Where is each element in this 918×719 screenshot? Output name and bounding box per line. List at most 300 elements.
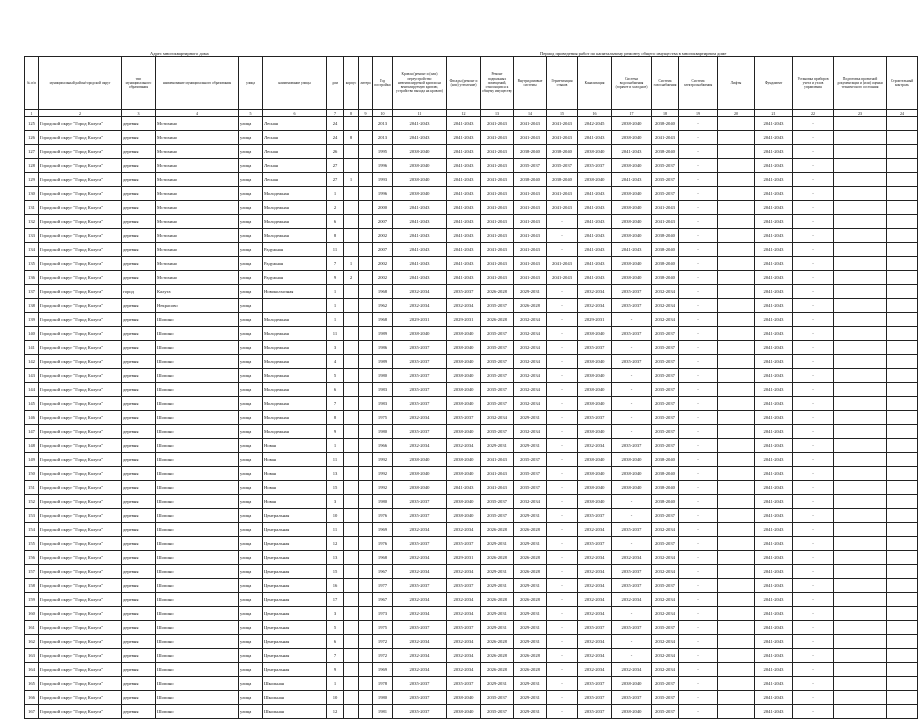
table-cell: 2038-2040 (447, 467, 481, 481)
column-header: улица (239, 57, 263, 110)
table-cell (344, 509, 359, 523)
table-cell: Шопино (156, 649, 239, 663)
table-cell: Мстихино (156, 159, 239, 173)
table-cell: Мстихино (156, 173, 239, 187)
table-cell (344, 705, 359, 719)
table-cell: 2041-2043 (547, 271, 578, 285)
table-cell: - (793, 439, 834, 453)
table-cell (834, 551, 887, 565)
table-cell: 2041-2043 (481, 271, 514, 285)
table-cell: Городской округ "Город Калуга" (39, 509, 122, 523)
table-cell: Центральная (263, 607, 327, 621)
table-cell (834, 131, 887, 145)
table-cell: - (793, 551, 834, 565)
table-cell: деревня (122, 271, 156, 285)
table-cell (344, 467, 359, 481)
table-cell (887, 579, 918, 593)
table-cell (718, 313, 755, 327)
table-cell (718, 117, 755, 131)
table-cell: улица (239, 341, 263, 355)
table-cell: 2038-2040 (393, 187, 447, 201)
table-cell: 2026-2028 (514, 551, 547, 565)
table-cell: - (679, 369, 718, 383)
column-header: дом (327, 57, 344, 110)
table-cell: - (679, 663, 718, 677)
table-cell: 8 (327, 411, 344, 425)
table-cell: 24 (327, 117, 344, 131)
table-cell: - (793, 453, 834, 467)
table-cell: деревня (122, 243, 156, 257)
table-cell (887, 453, 918, 467)
table-cell: Городской округ "Город Калуга" (39, 579, 122, 593)
table-cell (834, 285, 887, 299)
table-cell: 2042-2045 (578, 117, 612, 131)
table-cell: 2035-2037 (514, 467, 547, 481)
table-cell: - (547, 215, 578, 229)
table-row (25, 271, 918, 285)
table-cell: 2035-2037 (481, 369, 514, 383)
table-cell: 2032-2034 (447, 565, 481, 579)
table-cell: деревня (122, 467, 156, 481)
table-cell (359, 131, 373, 145)
table-cell: 2035-2037 (612, 691, 652, 705)
table-cell: 2029-2031 (481, 607, 514, 621)
table-cell: Молодежная (263, 411, 327, 425)
table-row (25, 131, 918, 145)
table-cell: 2041-2043 (652, 215, 679, 229)
table-cell: - (679, 285, 718, 299)
table-cell: - (679, 271, 718, 285)
table-cell (359, 467, 373, 481)
table-cell: 2038-2040 (578, 173, 612, 187)
table-cell: 167 (25, 705, 39, 719)
table-cell: - (793, 145, 834, 159)
table-cell: 2041-2043 (578, 271, 612, 285)
table-cell (834, 621, 887, 635)
table-cell: - (547, 355, 578, 369)
table-cell: Шопино (156, 635, 239, 649)
table-cell (359, 117, 373, 131)
table-cell: 2041-2043 (755, 621, 793, 635)
table-cell (359, 411, 373, 425)
table-cell: 2041-2043 (612, 145, 652, 159)
table-cell: - (612, 425, 652, 439)
table-cell: 2038-2040 (578, 355, 612, 369)
table-cell (887, 425, 918, 439)
table-cell: 2026-2028 (514, 593, 547, 607)
table-cell: 2035-2037 (481, 425, 514, 439)
table-cell: - (679, 411, 718, 425)
table-cell: 2041-2043 (514, 229, 547, 243)
table-cell: - (547, 537, 578, 551)
table-cell: 11 (327, 243, 344, 257)
table-cell: Городской округ "Город Калуга" (39, 355, 122, 369)
table-cell: 2035-2037 (612, 285, 652, 299)
table-cell: 2032-2034 (578, 551, 612, 565)
table-cell: - (547, 397, 578, 411)
table-cell: 1981 (373, 705, 393, 719)
table-row (25, 215, 918, 229)
column-header: Установка приборов учета и узлов управления (793, 57, 834, 110)
table-cell: Городской округ "Город Калуга" (39, 411, 122, 425)
table-body (25, 117, 918, 719)
table-row (25, 621, 918, 635)
table-cell: Шопино (156, 691, 239, 705)
table-cell: 2041-2043 (447, 257, 481, 271)
table-cell: 2029-2031 (447, 551, 481, 565)
table-row (25, 187, 918, 201)
table-cell: Новоколхозная (263, 285, 327, 299)
table-cell: 7 (327, 649, 344, 663)
table-cell: Городской округ "Город Калуга" (39, 691, 122, 705)
table-cell: 2041-2043 (755, 705, 793, 719)
table-cell (834, 229, 887, 243)
table-cell: деревня (122, 411, 156, 425)
table-cell: 2035-2037 (447, 579, 481, 593)
table-cell: Городской округ "Город Калуга" (39, 565, 122, 579)
table-cell: 2026-2028 (481, 523, 514, 537)
table-cell: Радужная (263, 257, 327, 271)
table-row (25, 229, 918, 243)
table-cell: улица (239, 537, 263, 551)
table-cell: 2041-2043 (755, 215, 793, 229)
table-row (25, 313, 918, 327)
table-cell: 2038-2040 (612, 271, 652, 285)
table-cell: 2041-2043 (447, 145, 481, 159)
table-cell: Молодежная (263, 313, 327, 327)
table-cell (887, 117, 918, 131)
table-cell: улица (239, 257, 263, 271)
table-cell: Молодежная (263, 201, 327, 215)
table-cell (887, 607, 918, 621)
table-cell: 2038-2040 (447, 453, 481, 467)
table-cell: 2035-2037 (652, 537, 679, 551)
table-cell: 2038-2040 (447, 355, 481, 369)
column-number: 20 (718, 110, 755, 117)
table-cell: Городской округ "Город Калуга" (39, 523, 122, 537)
table-cell: 2035-2037 (652, 691, 679, 705)
table-cell: 2038-2040 (578, 383, 612, 397)
table-cell: Городской округ "Город Калуга" (39, 663, 122, 677)
table-cell: 2041-2043 (578, 201, 612, 215)
table-cell: 2035-2037 (481, 341, 514, 355)
table-cell: Городской округ "Город Калуга" (39, 635, 122, 649)
table-cell (344, 523, 359, 537)
table-cell (718, 481, 755, 495)
table-cell: Шопино (156, 593, 239, 607)
table-cell: Молодежная (263, 355, 327, 369)
table-cell: - (793, 579, 834, 593)
table-cell: - (793, 229, 834, 243)
table-cell: 2035-2037 (652, 621, 679, 635)
table-cell: 2035-2037 (578, 677, 612, 691)
table-cell: Городской округ "Город Калуга" (39, 705, 122, 719)
table-cell: 2007 (373, 243, 393, 257)
table-cell: 1993 (373, 173, 393, 187)
table-cell: 2041-2043 (755, 257, 793, 271)
table-cell: 2038-2040 (447, 397, 481, 411)
table-cell: деревня (122, 453, 156, 467)
table-cell: 2041-2043 (755, 439, 793, 453)
table-cell: улица (239, 201, 263, 215)
table-cell: - (547, 551, 578, 565)
table-cell: 2041-2043 (755, 481, 793, 495)
table-cell: - (547, 285, 578, 299)
table-cell: 11 (327, 523, 344, 537)
table-cell: 10 (327, 691, 344, 705)
table-cell: - (793, 215, 834, 229)
table-cell: улица (239, 663, 263, 677)
table-cell: 2038-2040 (612, 159, 652, 173)
table-cell (834, 467, 887, 481)
table-cell: 2038-2040 (578, 425, 612, 439)
table-cell: 2032-2034 (578, 607, 612, 621)
table-cell: деревня (122, 481, 156, 495)
table-cell (834, 495, 887, 509)
table-cell: 2032-2034 (652, 565, 679, 579)
table-cell: 1966 (373, 439, 393, 453)
table-cell: - (679, 383, 718, 397)
table-cell: - (679, 257, 718, 271)
column-number: 18 (652, 110, 679, 117)
table-cell: Центральная (263, 579, 327, 593)
table-cell: 2035-2037 (612, 565, 652, 579)
table-cell: - (793, 327, 834, 341)
table-cell: Молодежная (263, 369, 327, 383)
table-cell: 2041-2043 (755, 229, 793, 243)
table-cell: 2041-2043 (755, 579, 793, 593)
table-cell: Шопино (156, 551, 239, 565)
table-cell: улица (239, 481, 263, 495)
table-cell: деревня (122, 397, 156, 411)
table-cell: 2041-2043 (481, 173, 514, 187)
table-cell: 2041-2043 (447, 117, 481, 131)
table-cell: 2026-2028 (481, 663, 514, 677)
table-cell: 2035-2037 (393, 369, 447, 383)
column-number: 11 (393, 110, 447, 117)
table-cell: улица (239, 467, 263, 481)
table-cell: 162 (25, 635, 39, 649)
table-cell: - (547, 369, 578, 383)
table-cell: Мстихино (156, 187, 239, 201)
table-cell: 2032-2034 (612, 663, 652, 677)
table-cell: - (793, 159, 834, 173)
column-header: Лифты (718, 57, 755, 110)
table-cell (359, 313, 373, 327)
table-cell: 139 (25, 313, 39, 327)
table-cell: Городской округ "Город Калуга" (39, 439, 122, 453)
table-cell: - (793, 383, 834, 397)
table-cell: 1975 (373, 411, 393, 425)
column-number: 3 (122, 110, 156, 117)
table-cell: Городской округ "Город Калуга" (39, 397, 122, 411)
table-cell: 2035-2037 (393, 341, 447, 355)
table-cell: 7 (327, 397, 344, 411)
table-cell: 1972 (373, 635, 393, 649)
table-cell: Молодежная (263, 187, 327, 201)
table-cell: 1983 (373, 383, 393, 397)
table-cell: 2035-2037 (481, 327, 514, 341)
table-cell: - (679, 299, 718, 313)
table-cell: 157 (25, 565, 39, 579)
table-cell: Центральная (263, 523, 327, 537)
table-cell (359, 439, 373, 453)
table-cell: - (679, 229, 718, 243)
table-cell: Шопино (156, 607, 239, 621)
table-cell: - (793, 117, 834, 131)
table-cell: 2041-2043 (578, 257, 612, 271)
table-cell (887, 313, 918, 327)
column-header: тип муниципального образования (122, 57, 156, 110)
column-header: Строительный контроль (887, 57, 918, 110)
table-cell: - (612, 509, 652, 523)
table-cell: - (547, 565, 578, 579)
table-cell (344, 243, 359, 257)
table-cell: - (679, 187, 718, 201)
table-cell: 2035-2037 (447, 285, 481, 299)
table-cell: 156 (25, 551, 39, 565)
table-cell: 2038-2040 (612, 467, 652, 481)
table-row (25, 369, 918, 383)
table-cell: 2041-2043 (755, 201, 793, 215)
table-cell: 2026-2028 (481, 285, 514, 299)
table-cell: 2032-2034 (578, 649, 612, 663)
table-row (25, 579, 918, 593)
table-cell: 2038-2040 (652, 271, 679, 285)
table-cell (887, 565, 918, 579)
table-cell (359, 369, 373, 383)
table-cell (344, 663, 359, 677)
table-cell (887, 411, 918, 425)
table-cell: Городской округ "Город Калуга" (39, 369, 122, 383)
table-cell: Мстихино (156, 257, 239, 271)
table-cell: 128 (25, 159, 39, 173)
table-cell: 2038-2040 (652, 453, 679, 467)
table-cell: 1978 (373, 677, 393, 691)
table-cell: Городской округ "Город Калуга" (39, 341, 122, 355)
table-cell: 2029-2031 (514, 705, 547, 719)
table-cell: 2035-2037 (481, 383, 514, 397)
table-cell: 2041-2043 (755, 313, 793, 327)
table-cell: 2032-2034 (514, 369, 547, 383)
table-cell: - (679, 593, 718, 607)
table-cell (834, 579, 887, 593)
table-cell: 2041-2043 (481, 145, 514, 159)
table-cell: - (612, 341, 652, 355)
table-cell: 2038-2040 (393, 145, 447, 159)
table-cell: 159 (25, 593, 39, 607)
table-cell: 2041-2043 (393, 117, 447, 131)
table-cell: 2041-2043 (481, 243, 514, 257)
table-cell (887, 481, 918, 495)
table-cell: 2035-2037 (578, 159, 612, 173)
table-cell: 2041-2043 (755, 285, 793, 299)
table-cell (887, 159, 918, 173)
table-cell: Центральная (263, 551, 327, 565)
table-cell: 2035-2037 (514, 159, 547, 173)
table-cell: 5 (327, 621, 344, 635)
table-cell: Шопино (156, 523, 239, 537)
table-row (25, 355, 918, 369)
table-cell: 2032-2034 (652, 551, 679, 565)
table-cell: Городской округ "Город Калуга" (39, 481, 122, 495)
table-cell: 2041-2043 (755, 383, 793, 397)
table-cell: 147 (25, 425, 39, 439)
table-cell (834, 397, 887, 411)
table-cell: 2035-2037 (393, 677, 447, 691)
table-cell: деревня (122, 341, 156, 355)
table-cell: 2035-2037 (652, 677, 679, 691)
table-cell: 129 (25, 173, 39, 187)
column-number: 21 (755, 110, 793, 117)
table-cell: 2041-2043 (755, 145, 793, 159)
table-cell (344, 299, 359, 313)
table-cell: Городской округ "Город Калуга" (39, 621, 122, 635)
column-header: Герметизация стыков (547, 57, 578, 110)
table-cell (834, 635, 887, 649)
table-cell (834, 593, 887, 607)
table-cell (834, 369, 887, 383)
table-cell (263, 299, 327, 313)
table-cell: улица (239, 579, 263, 593)
table-cell: деревня (122, 705, 156, 719)
table-cell: 2041-2043 (481, 117, 514, 131)
table-cell (834, 145, 887, 159)
table-cell: 2026-2028 (481, 593, 514, 607)
table-cell: 2032-2034 (578, 593, 612, 607)
table-cell: 2035-2037 (652, 369, 679, 383)
table-cell: 1989 (373, 327, 393, 341)
table-cell: Городской округ "Город Калуга" (39, 649, 122, 663)
table-cell: 2041-2043 (755, 271, 793, 285)
table-cell: 1968 (373, 285, 393, 299)
table-cell: 2041-2043 (755, 397, 793, 411)
table-cell: Лесная (263, 145, 327, 159)
table-cell (834, 411, 887, 425)
table-cell: улица (239, 691, 263, 705)
table-cell: 2029-2031 (514, 509, 547, 523)
table-cell: - (679, 173, 718, 187)
table-cell (718, 341, 755, 355)
table-cell: Молодежная (263, 397, 327, 411)
table-cell (887, 145, 918, 159)
table-cell (834, 649, 887, 663)
table-cell: улица (239, 425, 263, 439)
table-cell: Шопино (156, 677, 239, 691)
table-row (25, 159, 918, 173)
table-cell (718, 145, 755, 159)
table-cell: 2032-2034 (578, 523, 612, 537)
table-cell (887, 495, 918, 509)
table-cell: Калуга (156, 285, 239, 299)
table-cell: 2035-2037 (447, 411, 481, 425)
table-cell: 5 (327, 369, 344, 383)
table-cell: 4 (327, 355, 344, 369)
table-cell: Центральная (263, 635, 327, 649)
table-cell: 2032-2034 (393, 663, 447, 677)
table-cell: - (793, 705, 834, 719)
table-cell: улица (239, 607, 263, 621)
table-cell: 2041-2043 (755, 551, 793, 565)
table-cell: 2038-2040 (447, 425, 481, 439)
table-cell (887, 201, 918, 215)
table-cell: 2000 (373, 201, 393, 215)
table-cell: 2041-2043 (755, 243, 793, 257)
table-cell: 136 (25, 271, 39, 285)
table-cell: 2035-2037 (481, 705, 514, 719)
table-cell: 2038-2040 (578, 145, 612, 159)
table-cell: деревня (122, 159, 156, 173)
